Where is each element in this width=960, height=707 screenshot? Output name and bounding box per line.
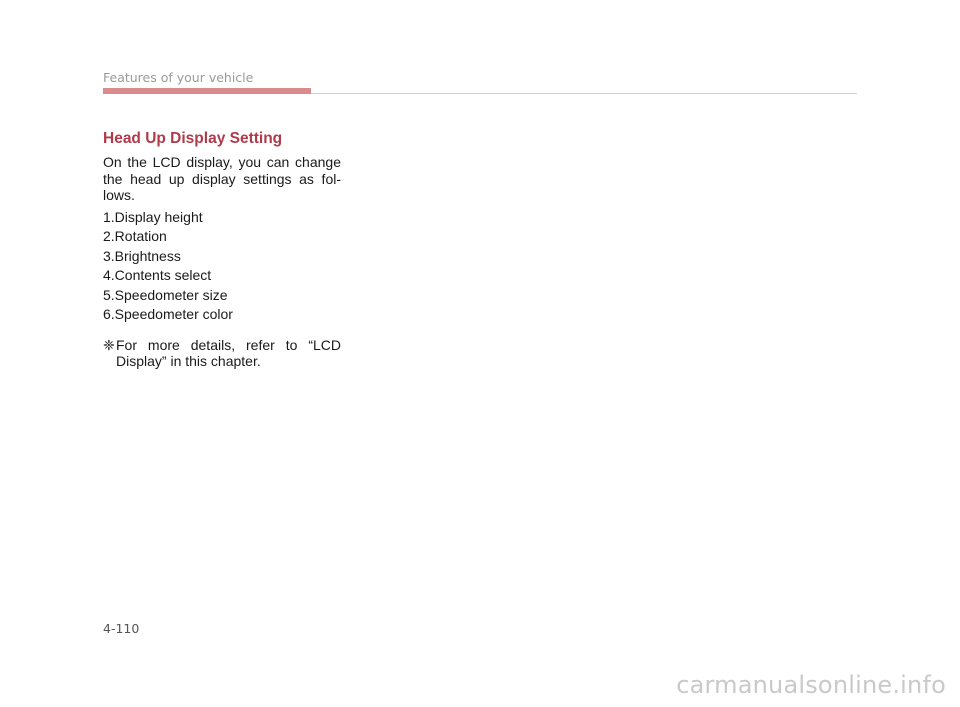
running-header: Features of your vehicle	[103, 70, 254, 85]
section-title: Head Up Display Setting	[103, 130, 283, 147]
intro-paragraph: On the LCD display, you can change the head up display settings as fol-lows.	[103, 154, 341, 203]
list-item: 4.Contents select	[103, 267, 212, 283]
list-item: 3.Brightness	[103, 247, 181, 264]
list-item: 1.Display height	[103, 208, 203, 225]
settings-list	[103, 208, 341, 325]
list-item: 5.Speedometer size	[103, 286, 228, 303]
header-accent-rule	[103, 88, 311, 94]
hud-setting-section	[103, 130, 341, 370]
header-divider-rule	[311, 93, 857, 94]
page-number: 4-110	[103, 621, 140, 636]
list-item: 6.Speedometer color	[103, 306, 233, 322]
reference-note	[103, 337, 341, 370]
note-text: For more details, refer to “LCD Display” in this chapter.	[116, 336, 341, 369]
list-item: 2.Rotation	[103, 228, 167, 244]
watermark: carmanualsonline.info	[676, 671, 946, 699]
note-bullet-icon: ❈	[103, 336, 115, 353]
